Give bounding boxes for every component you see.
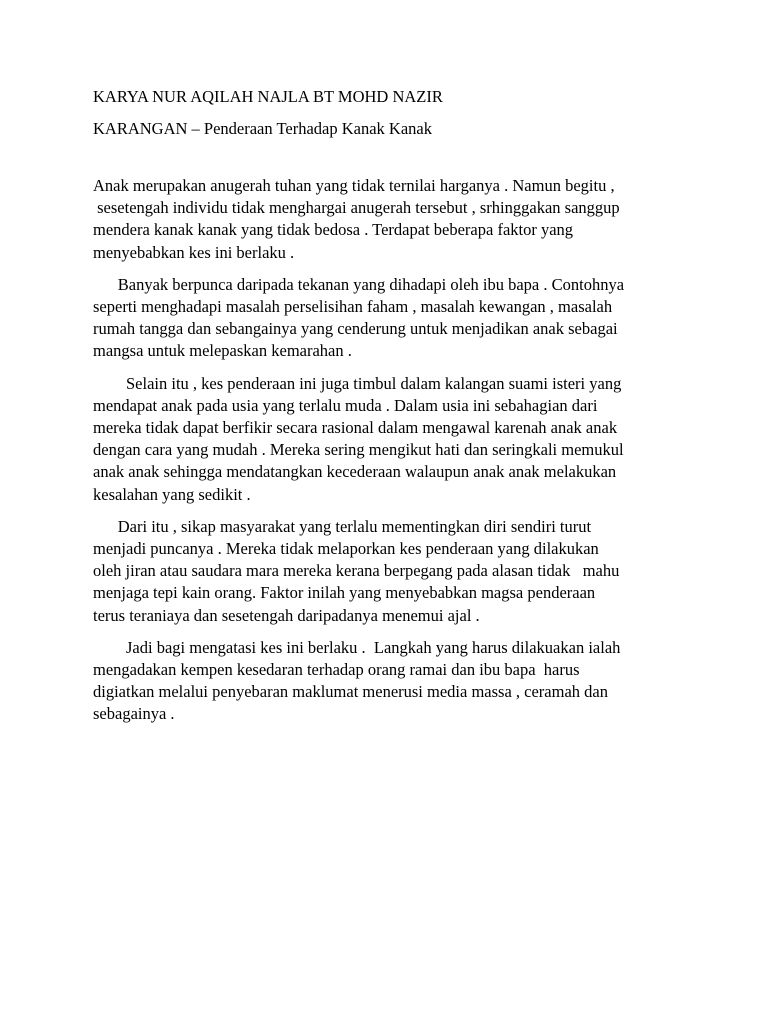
paragraph-1 bbox=[93, 175, 693, 264]
text-line: oleh jiran atau saudara mara mereka kerana berpegang pada alasan tidak mahu bbox=[93, 561, 620, 581]
paragraph-3 bbox=[93, 373, 693, 506]
text-line: seperti menghadapi masalah perselisihan faham , masalah kewangan , masalah bbox=[93, 297, 613, 317]
text-line: Dari itu , sikap masyarakat yang terlalu mementingkan diri sendiri turut bbox=[93, 516, 592, 536]
text-line: menyebabkan kes ini berlaku . bbox=[93, 242, 295, 262]
text-line: menjadi puncanya . Mereka tidak melaporkan kes penderaan yang dilakukan bbox=[93, 539, 599, 559]
essay-title: KARANGAN – Penderaan Terhadap Kanak Kanak bbox=[93, 119, 432, 138]
text-line: mangsa untuk melepaskan kemarahan . bbox=[93, 341, 352, 361]
text-line: mendapat anak pada usia yang terlalu muda . Dalam usia ini sebahagian dari bbox=[93, 395, 598, 415]
paragraph-2 bbox=[93, 274, 693, 363]
text-line: mendera kanak kanak yang tidak bedosa . Terdapat beberapa faktor yang bbox=[93, 220, 574, 240]
text-line: Jadi bagi mengatasi kes ini berlaku . Langkah yang harus dilakuakan ialah bbox=[93, 637, 621, 657]
text-line: digiatkan melalui penyebaran maklumat menerusi media massa , ceramah dan bbox=[93, 682, 608, 702]
text-line: mereka tidak dapat berfikir secara rasional dalam mengawal karenah anak anak bbox=[93, 418, 618, 438]
text-line: kesalahan yang sedikit . bbox=[93, 484, 251, 504]
paragraph-4 bbox=[93, 516, 693, 627]
paragraph-5 bbox=[93, 637, 693, 726]
text-line: anak anak sehingga mendatangkan kecederaan walaupun anak anak melakukan bbox=[93, 462, 617, 482]
text-line: sebagainya . bbox=[93, 704, 175, 724]
text-line: terus teraniaya dan sesetengah daripadanya menemui ajal . bbox=[93, 605, 480, 625]
text-line: mengadakan kempen kesedaran terhadap orang ramai dan ibu bapa harus bbox=[93, 660, 580, 680]
text-line: sesetengah individu tidak menghargai anugerah tersebut , srhinggakan sanggup bbox=[93, 198, 620, 218]
text-line: Anak merupakan anugerah tuhan yang tidak ternilai harganya . Namun begitu , bbox=[93, 176, 615, 195]
text-line: dengan cara yang mudah . Mereka sering mengikut hati dan seringkali memukul bbox=[93, 440, 624, 460]
text-line: rumah tangga dan sebangainya yang cenderung untuk menjadikan anak sebagai bbox=[93, 319, 618, 339]
author-line: KARYA NUR AQILAH NAJLA BT MOHD NAZIR bbox=[93, 87, 443, 106]
document-page bbox=[93, 87, 693, 736]
text-line: Selain itu , kes penderaan ini juga timbul dalam kalangan suami isteri yang bbox=[93, 373, 622, 393]
text-line: menjaga tepi kain orang. Faktor inilah yang menyebabkan magsa penderaan bbox=[93, 583, 596, 603]
text-line: Banyak berpunca daripada tekanan yang dihadapi oleh ibu bapa . Contohnya bbox=[93, 274, 625, 294]
